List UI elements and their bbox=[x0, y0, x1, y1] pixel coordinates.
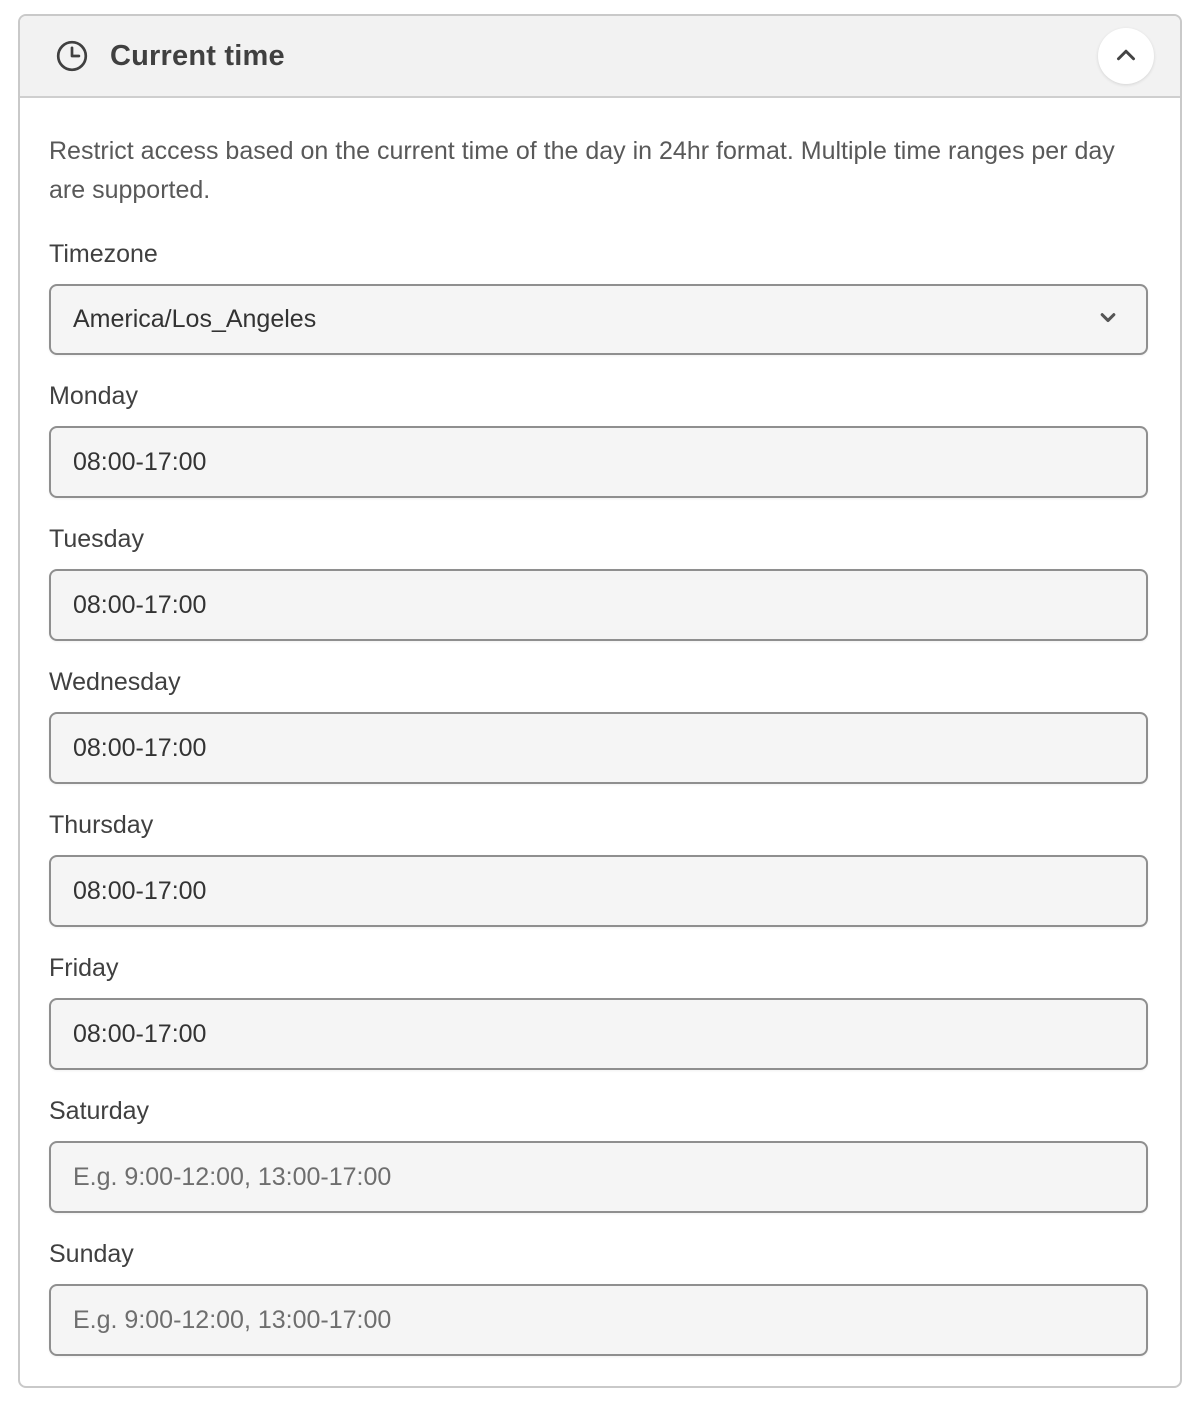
tuesday-input[interactable] bbox=[49, 569, 1148, 641]
tuesday-label: Tuesday bbox=[49, 525, 144, 553]
wednesday-input[interactable] bbox=[49, 712, 1148, 784]
chevron-up-icon bbox=[1111, 40, 1141, 73]
panel-header bbox=[20, 16, 1180, 98]
friday-input[interactable] bbox=[49, 998, 1148, 1070]
current-time-panel bbox=[18, 14, 1182, 1388]
wednesday-label: Wednesday bbox=[49, 668, 181, 696]
chevron-down-icon bbox=[1094, 303, 1122, 336]
panel-title: Current time bbox=[110, 39, 285, 72]
panel-description: Restrict access based on the current time of the day in 24hr format. Multiple time ranges per day are supported. bbox=[49, 137, 1115, 204]
thursday-label: Thursday bbox=[49, 811, 154, 839]
timezone-selected-value: America/Los_Angeles bbox=[73, 305, 317, 333]
sunday-label: Sunday bbox=[49, 1240, 134, 1268]
sunday-input[interactable] bbox=[49, 1284, 1148, 1356]
saturday-input[interactable] bbox=[49, 1141, 1148, 1213]
thursday-input[interactable] bbox=[49, 855, 1148, 927]
monday-input[interactable] bbox=[49, 426, 1148, 498]
timezone-select[interactable] bbox=[49, 284, 1148, 355]
saturday-label: Saturday bbox=[49, 1097, 150, 1125]
timezone-label: Timezone bbox=[49, 240, 158, 268]
monday-label: Monday bbox=[49, 382, 138, 410]
friday-label: Friday bbox=[49, 954, 119, 982]
clock-icon bbox=[54, 38, 90, 74]
panel-header-left bbox=[54, 38, 1098, 74]
collapse-button[interactable] bbox=[1098, 28, 1154, 84]
panel-body bbox=[20, 98, 1180, 1386]
